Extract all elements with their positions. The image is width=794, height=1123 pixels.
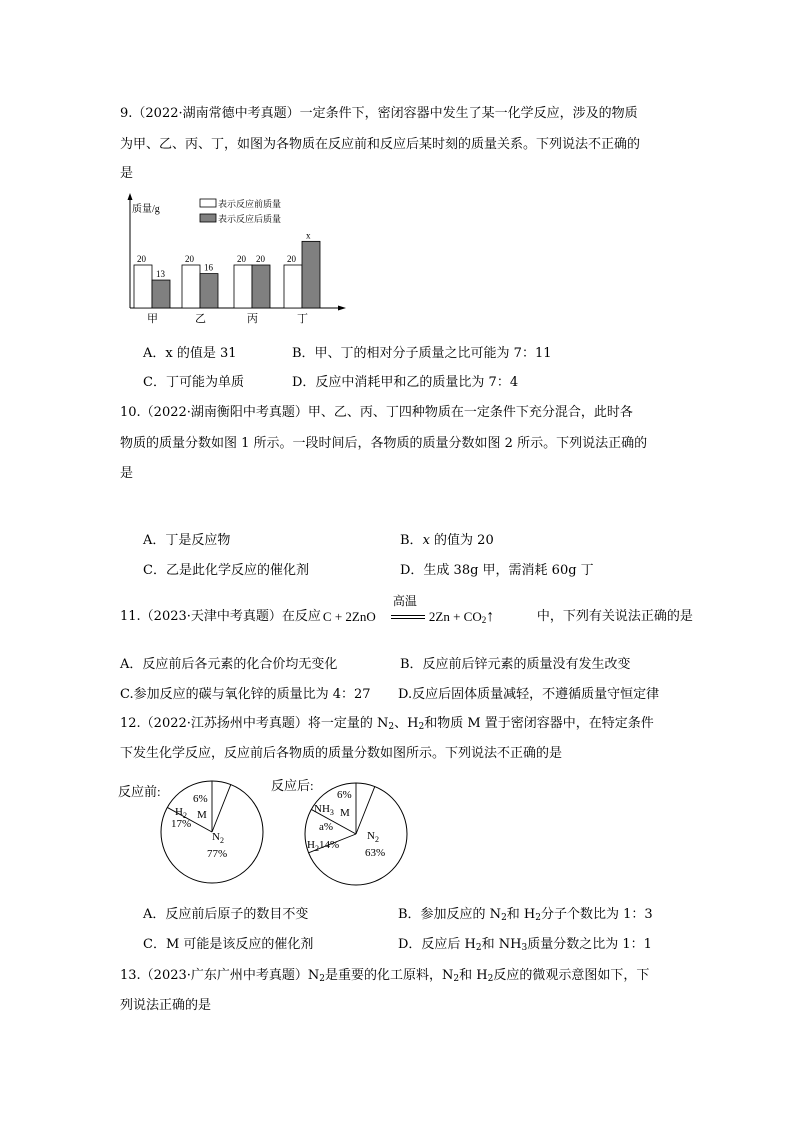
- q12-option-d[interactable]: D．反应后 $H_2$和 $NH_3$质量分数之比为 1：1: [398, 937, 652, 953]
- pie-after-n2-pct: 63%: [365, 847, 386, 859]
- pie-before: [118, 781, 263, 883]
- pie-before-n2-pct: 77%: [207, 848, 228, 860]
- bar-label-before-1: 20: [185, 254, 194, 264]
- bar-category-0: 甲: [147, 313, 158, 325]
- q12-option-b[interactable]: B．参加反应的 $N_2$和 $H_2$分子个数比为 1：3: [398, 907, 653, 923]
- q9-option-b[interactable]: B．甲、丁的相对分子质量之比可能为 7：11: [292, 346, 552, 361]
- bar-label-after-3: x: [306, 230, 311, 241]
- q10-option-c[interactable]: C．乙是此化学反应的催化剂: [143, 563, 309, 578]
- legend-label-before: 表示反应前质量: [218, 199, 282, 209]
- pie-after-h2-label: $H_214\%$: [307, 839, 340, 853]
- q10-text-line1: 10.（2022·湖南衡阳中考真题）甲、乙、丙、丁四种物质在一定条件下充分混合，此时各: [120, 405, 633, 420]
- pie-before-h2-pct: 17%: [171, 818, 192, 830]
- pie-before-title: 反应前:: [118, 784, 161, 799]
- q9-option-d[interactable]: D．反应中消耗甲和乙的质量比为 7：4: [292, 375, 519, 390]
- q11-option-b[interactable]: B．反应前后锌元素的质量没有发生改变: [400, 657, 631, 672]
- q9-text-line3: 是: [120, 166, 134, 181]
- q12-text-line2: 下发生化学反应，反应前后各物质的质量分数如图所示。下列说法不正确的是: [120, 746, 563, 761]
- bar-label-before-2: 20: [237, 254, 246, 264]
- bar-before-2: [234, 265, 252, 308]
- legend-swatch-before: [200, 199, 216, 207]
- pie-after-title: 反应后:: [271, 778, 314, 793]
- q10-option-a[interactable]: A．丁是反应物: [143, 533, 231, 548]
- q9-text-line1: 9.（2022·湖南常德中考真题）一定条件下，密闭容器中发生了某一化学反应，涉及的物质: [120, 106, 638, 121]
- pie-before-n2-label: $N_2$: [212, 831, 224, 845]
- q12-option-a[interactable]: A．反应前后原子的数目不变: [143, 907, 309, 922]
- q9-bar-chart: [118, 190, 358, 328]
- bar-after-0: [152, 280, 170, 308]
- legend-label-after: 表示反应后质量: [218, 214, 282, 224]
- q11-option-d[interactable]: D.反应后固体质量减轻，不遵循质量守恒定律: [398, 687, 660, 702]
- pie-after-m-label: M: [340, 807, 350, 819]
- q13-text-line1: 13.（2023·广东广州中考真题）$N_2$是重要的化工原料，$N_2$和 $H_2$反应的微观示意图如下，下: [120, 968, 650, 984]
- bar-after-3: [302, 241, 320, 308]
- bar-before-3: [284, 265, 302, 308]
- bar-category-3: 丁: [297, 313, 308, 325]
- q12-text-line1: 12.（2022·江苏扬州中考真题）将一定量的 $N_2$、$H_2$和物质 M 置于密闭容器中，在特定条件: [120, 716, 654, 732]
- pie-before-h2-label: $H_2$: [175, 806, 187, 820]
- q11-option-c[interactable]: C.参加反应的碳与氧化锌的质量比为 4：27: [120, 687, 371, 702]
- bar-chart-ylabel: 质量/g: [132, 204, 160, 215]
- q9-option-a[interactable]: A．x 的值是 31: [143, 346, 237, 361]
- pie-after-nh3-label: $NH_3$: [314, 803, 334, 817]
- q11-suffix: 中，下列有关说法正确的是: [536, 609, 693, 624]
- bar-label-after-2: 20: [256, 254, 265, 264]
- pie-after: [271, 778, 407, 885]
- pie-before-m-pct: 6%: [193, 793, 208, 805]
- bar-label-after-1: 16: [204, 262, 213, 273]
- q11-condition: 高温: [392, 594, 417, 608]
- pie-after-m-pct: 6%: [337, 789, 352, 801]
- q10-text-line3: 是: [120, 466, 134, 481]
- q10-option-b-prefix: B．: [400, 533, 423, 548]
- q10-text-line2: 物质的质量分数如图 1 所示。一段时间后，各物质的质量分数如图 2 所示。下列说法正确的: [120, 436, 648, 451]
- q11-prefix: 11.（2023·天津中考真题）在反应: [120, 609, 321, 624]
- q13-text-line2: 列说法正确的是: [120, 998, 212, 1013]
- bar-category-2: 丙: [247, 313, 258, 325]
- q10-option-b-suffix: 的值为 20: [429, 533, 494, 548]
- bar-before-0: [134, 265, 152, 308]
- bar-after-2: [252, 265, 270, 308]
- q11-equation: [321, 594, 537, 625]
- legend-swatch-after: [200, 214, 216, 222]
- bar-label-after-0: 13: [156, 269, 165, 280]
- q10-option-b[interactable]: [400, 533, 494, 549]
- q11-text: [120, 594, 693, 625]
- bar-category-1: 乙: [195, 313, 206, 325]
- bar-chart-legend: [200, 198, 281, 224]
- bar-label-before-0: 20: [137, 254, 146, 264]
- q9-option-c[interactable]: C．丁可能为单质: [143, 375, 244, 390]
- q11-equation-right: $2Zn + CO_2↑$: [428, 608, 495, 625]
- q10-option-b-variable: x: [422, 533, 430, 548]
- q11-equation-left: C + 2ZnO: [322, 609, 376, 624]
- bar-label-before-3: 20: [287, 254, 296, 264]
- pie-before-m-label: M: [197, 809, 207, 821]
- q10-option-d[interactable]: D．生成 38g 甲，需消耗 60g 丁: [400, 563, 594, 578]
- pie-after-n2-label: $N_2$: [367, 830, 379, 844]
- q9-text-line2: 为甲、乙、丙、丁，如图为各物质在反应前和反应后某时刻的质量关系。下列说法不正确的: [120, 137, 641, 152]
- q11-equals-sign: [391, 615, 425, 619]
- pie-after-a-pct: a%: [319, 821, 334, 833]
- q11-option-a[interactable]: A．反应前后各元素的化合价均无变化: [120, 657, 338, 672]
- q12-pie-charts: [115, 775, 415, 890]
- bar-before-1: [182, 265, 200, 308]
- q12-option-c[interactable]: C．M 可能是该反应的催化剂: [143, 937, 314, 952]
- bar-after-1: [200, 274, 218, 308]
